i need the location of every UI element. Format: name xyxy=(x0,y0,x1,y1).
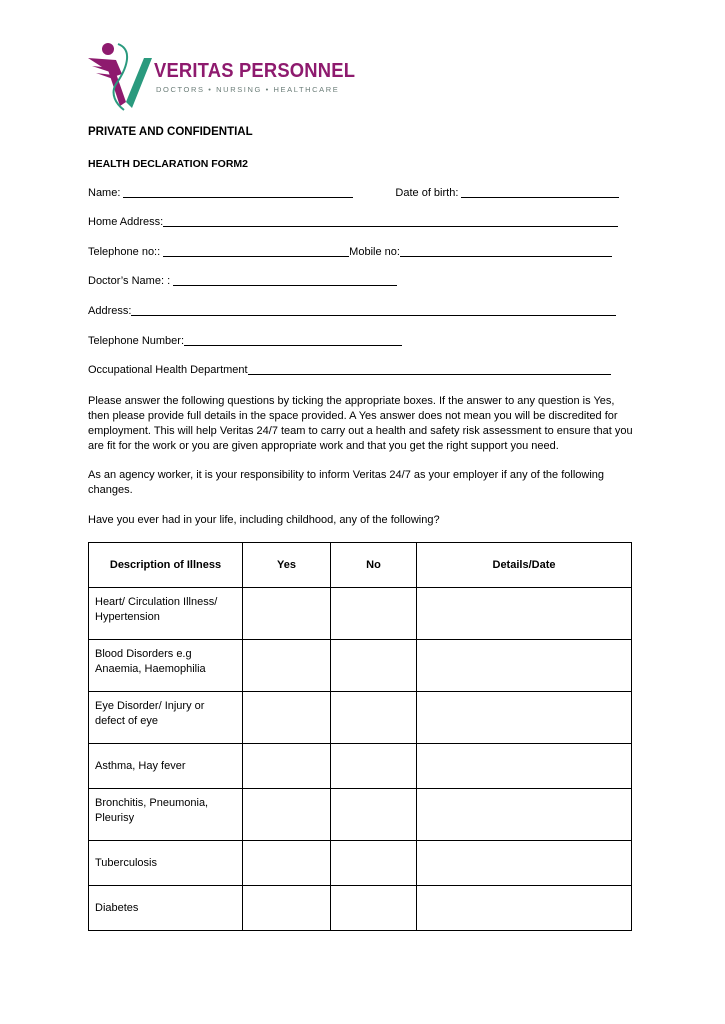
details-cell[interactable] xyxy=(417,789,632,841)
name-row xyxy=(88,187,619,199)
address-field[interactable] xyxy=(131,305,616,316)
telephone-number-row xyxy=(88,335,402,347)
yes-cell[interactable] xyxy=(243,841,331,886)
yes-cell[interactable] xyxy=(243,789,331,841)
table-row xyxy=(89,841,632,886)
telephone-field[interactable] xyxy=(163,246,349,257)
logo-tagline: DOCTORS • NURSING • HEALTHCARE xyxy=(156,85,340,94)
telephone-label: Telephone no:: xyxy=(88,246,161,258)
details-cell[interactable] xyxy=(417,841,632,886)
header-yes: Yes xyxy=(243,543,331,588)
veritas-logo xyxy=(86,40,356,112)
mobile-label: Mobile no: xyxy=(349,246,400,258)
yes-cell[interactable] xyxy=(243,588,331,640)
table-row xyxy=(89,886,632,931)
form-title: HEALTH DECLARATION FORM2 xyxy=(88,158,249,170)
header-description: Description of Illness xyxy=(89,543,243,588)
yes-cell[interactable] xyxy=(243,744,331,789)
dob-label: Date of birth: xyxy=(395,187,459,199)
illness-name: Heart/ Circulation Illness/ Hypertension xyxy=(89,588,243,640)
illness-name: Tuberculosis xyxy=(89,841,243,886)
details-cell[interactable] xyxy=(417,588,632,640)
table-row xyxy=(89,588,632,640)
header-details: Details/Date xyxy=(417,543,632,588)
no-cell[interactable] xyxy=(331,886,417,931)
address-row xyxy=(88,305,616,317)
confidential-heading: PRIVATE AND CONFIDENTIAL xyxy=(88,126,253,138)
table-header-row xyxy=(89,543,632,588)
table-row xyxy=(89,789,632,841)
question-text: Have you ever had in your life, including childhood, any of the following? xyxy=(88,514,440,526)
no-cell[interactable] xyxy=(331,692,417,744)
dob-field[interactable] xyxy=(461,187,619,198)
illness-name: Eye Disorder/ Injury or defect of eye xyxy=(89,692,243,744)
instructions-paragraph: Please answer the following questions by ticking the appropriate boxes. If the answer to any question is Yes, then please provide full details in the space provided. A Yes answer does not mean you will be discredited for employment. This will help Veritas 24/7 team to carry out a health and safety risk assessment to ensure that you are fit for the work or you are given appropriate work and that you get the right support you need. xyxy=(88,395,633,452)
logo-brand: VERITAS PERSONNEL xyxy=(154,60,356,82)
doctor-name-label: Doctor’s Name: : xyxy=(88,275,171,287)
illness-name: Diabetes xyxy=(89,886,243,931)
home-address-row xyxy=(88,216,618,228)
table-row xyxy=(89,692,632,744)
table-row xyxy=(89,744,632,789)
illness-name: Blood Disorders e.g Anaemia, Haemophilia xyxy=(89,640,243,692)
no-cell[interactable] xyxy=(331,640,417,692)
no-cell[interactable] xyxy=(331,744,417,789)
no-cell[interactable] xyxy=(331,588,417,640)
telephone-number-label: Telephone Number: xyxy=(88,335,185,347)
home-address-label: Home Address: xyxy=(88,216,164,228)
illness-name: Asthma, Hay fever xyxy=(89,744,243,789)
no-cell[interactable] xyxy=(331,789,417,841)
mobile-field[interactable] xyxy=(400,246,612,257)
home-address-field[interactable] xyxy=(163,216,618,227)
illness-table xyxy=(88,542,632,931)
address-label: Address: xyxy=(88,305,132,317)
doctor-name-field[interactable] xyxy=(173,275,397,286)
header-no: No xyxy=(331,543,417,588)
logo-emblem-icon xyxy=(86,40,156,112)
no-cell[interactable] xyxy=(331,841,417,886)
name-field[interactable] xyxy=(123,187,353,198)
occupational-field[interactable] xyxy=(248,364,611,375)
details-cell[interactable] xyxy=(417,886,632,931)
yes-cell[interactable] xyxy=(243,692,331,744)
details-cell[interactable] xyxy=(417,640,632,692)
table-row xyxy=(89,640,632,692)
yes-cell[interactable] xyxy=(243,640,331,692)
illness-name: Bronchitis, Pneumonia, Pleurisy xyxy=(89,789,243,841)
doctor-name-row xyxy=(88,275,397,287)
name-label: Name: xyxy=(88,187,121,199)
telephone-row xyxy=(88,246,612,258)
telephone-number-field[interactable] xyxy=(184,335,402,346)
occupational-label: Occupational Health Department xyxy=(88,364,248,376)
yes-cell[interactable] xyxy=(243,886,331,931)
occupational-row xyxy=(88,364,611,376)
details-cell[interactable] xyxy=(417,692,632,744)
details-cell[interactable] xyxy=(417,744,632,789)
agency-paragraph: As an agency worker, it is your responsibility to inform Veritas 24/7 as your employer if any of the following changes. xyxy=(88,469,605,496)
